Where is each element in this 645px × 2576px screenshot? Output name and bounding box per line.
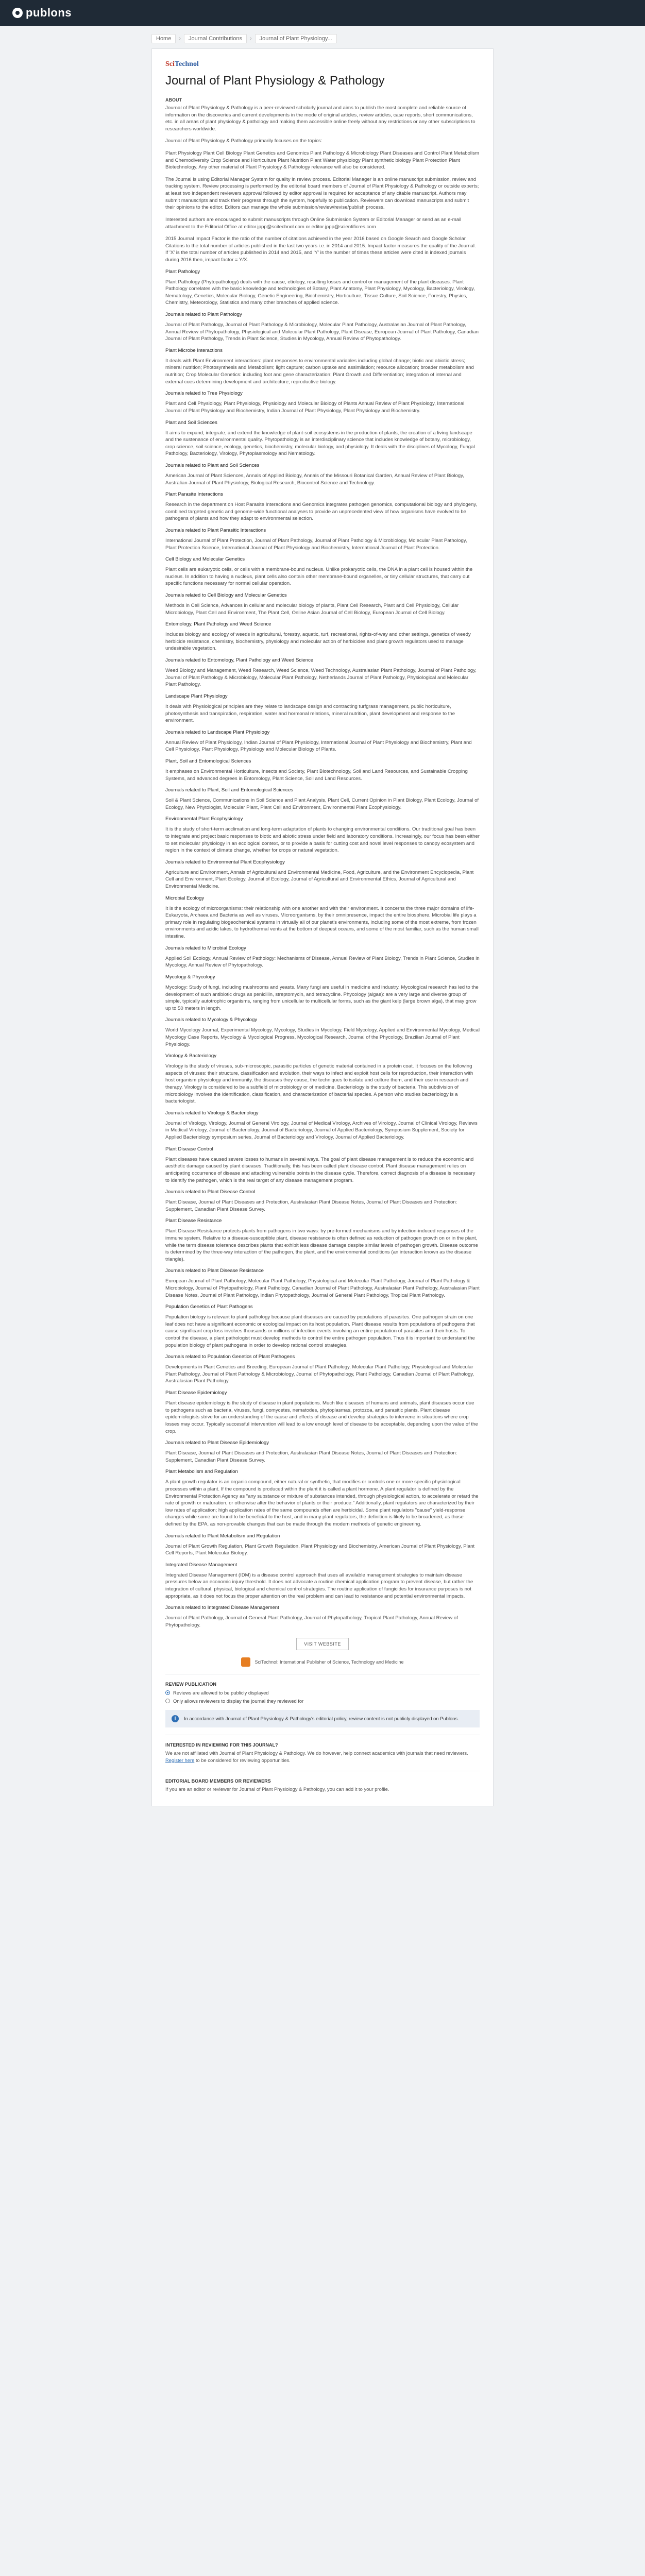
breadcrumb-separator: › bbox=[249, 36, 252, 42]
breadcrumb-separator: › bbox=[179, 36, 181, 42]
topics-list bbox=[165, 269, 480, 1629]
related-journals-heading: Journals related to Tree Physiology bbox=[165, 391, 243, 397]
related-journals-heading: Journals related to Plant Disease Resistance bbox=[165, 1268, 264, 1274]
journal-card bbox=[151, 48, 494, 1806]
topic-title: Population Genetics of Plant Pathogens bbox=[165, 1304, 253, 1310]
breadcrumb-home[interactable]: Home bbox=[151, 34, 176, 43]
topic-description: It is the study of short-term acclimation and long-term adaptation of plants to changing environmental conditions. Our traditional goal has been to integrate and project basic responses to biotic and abiotic stress under field and laboratory conditions. Increasingly, our focus has been either to set molecular physiology in an ecological context, or to provide a basis for cutting cost and novel level responses to canopy ecosystem and region in the context of climate change, whether for crops or natural vegetation. bbox=[165, 826, 480, 854]
related-journals-list: Methods in Cell Science, Advances in cellular and molecular biology of plants, Plant Cell Research, Plant and Cell Physiology, Cellular Microbiology, Plant Cell and Environment, The Plant Cell, Online Asian Journal of Cell Biology, European Journal of Cell Biology. bbox=[165, 603, 459, 616]
review-option-journal-only bbox=[165, 1698, 480, 1704]
about-paragraph: The Journal is using Editorial Manager System for quality in review process. Editorial Manager is an online manuscript submission, review and tracking system. Review processing is performed by the editorial board members of Journal of Plant Physiology & Pathology or outside experts; at least two independent reviewers approval followed by editor approval is required for acceptance of any citable manuscript. Authors may submit manuscripts and track their progress through the system, hopefully to publication. Reviewers can download manuscripts and submit their opinions to the editor. Editors can manage the whole submission/review/revise/publish process. bbox=[165, 176, 479, 211]
reviewing-text-end: to be considered for reviewing opportunities. bbox=[194, 1757, 291, 1763]
related-journals-list: Plant Disease, Journal of Plant Diseases and Protection, Australasian Plant Disease Notes, Journal of Plant Diseases and Protection: Supplement, Canadian Plant Disease Survey. bbox=[165, 1450, 457, 1463]
topic-description: It aims to expand, integrate, and extend the knowledge of plant-soil ecosystems in the production of plants, the creation of a living landscape and the sustenance of environmental quality. Phytopathology is an interdisciplinary science that includes knowledge of botany, microbiology, crop science, soil science, ecology, genetics, biochemistry, molecular biology, and physiology. It deals with the disciplines of Mycology, Fungal Pathology, Bacteriology, Virology, Phytoplasmology and Nematology. bbox=[165, 430, 475, 457]
topic-title: Landscape Plant Physiology bbox=[165, 693, 228, 699]
topic-title: Microbial Ecology bbox=[165, 895, 205, 901]
publisher-name[interactable]: SciTechnol: International Publisher of Science, Technology and Medicine bbox=[254, 1659, 404, 1665]
reviewing-interest-text bbox=[165, 1750, 480, 1763]
related-journals-list: Journal of Plant Growth Regulation, Plant Growth Regulation, Plant Physiology and Biochemistry, American Journal of Plant Physiology, Plant Cell Reports, Plant Molecular Biology. bbox=[165, 1543, 475, 1556]
topic-description: Integrated Disease Management (IDM) is a disease control approach that uses all available management strategies to maintain disease pressures below an economic injury threshold. It does not advocate a routine chemical application program to prevent disease, but rather the integration of cultural, physical, biological and chemical control strategies. The routine application of fungicides for insurance purposes is not appropriate, as it does not focus the proper attention on the real problem and can lead to resistance and potential environmental impacts. bbox=[165, 1572, 473, 1599]
radio-unselected-icon bbox=[165, 1699, 170, 1703]
topic-description: Plant Disease Resistance protects plants from pathogens in two ways: by pre-formed mechanisms and by infection-induced responses of the immune system. Relative to a disease-susceptible plant, disease resistance is often defined as reduction of pathogen growth on or in the plant, while the term disease tolerance describes plants that exhibit less disease damage despite similar levels of pathogen growth. Disease outcome is determined by the three-way interaction of the pathogen, the plant, and the environmental conditions (an interaction known as the disease triangle). bbox=[165, 1228, 478, 1262]
editorial-board-text: If you are an editor or reviewer for Journal of Plant Physiology & Pathology, you can add it to your profile. bbox=[165, 1786, 389, 1792]
breadcrumb-current-journal: Journal of Plant Physiology... bbox=[255, 34, 337, 43]
related-journals-heading: Journals related to Plant Pathology bbox=[165, 312, 242, 318]
reviewing-interest-heading: INTERESTED IN REVIEWING FOR THIS JOURNAL? bbox=[165, 1742, 278, 1748]
related-journals-list: Applied Soil Ecology, Annual Review of Pathology: Mechanisms of Disease, Annual Review of Plant Biology, Trends in Plant Science, Studies in Mycology, Annual Review of Phytopathology. bbox=[165, 955, 480, 969]
topic-description: Research in the department on Host Parasite Interactions and Genomics integrates pathogen genomics, computational biology and phylogeny, combined targeted genetic and genome-wide functional analyses to provide an unprecedented view of how organisms have evolved to be pathogens of plants and how they adapt to environmental selection. bbox=[165, 502, 478, 522]
related-journals-list: Agriculture and Environment, Annals of Agricultural and Environmental Medicine, Food, Agriculture, and the Environment Encyclopedia, Plant Cell and Environment, Plant Ecology, Journal of Ecology, Journal of Agricultural and Environmental Ethics, Journal of Agricultural and Environmental Medicine. bbox=[165, 869, 474, 890]
editorial-board-section bbox=[165, 1778, 480, 1792]
topic-title: Plant Disease Control bbox=[165, 1146, 213, 1152]
related-journals-list: World Mycology Journal, Experimental Mycology, Mycology, Studies in Mycology, Field Mycology, Applied and Environmental Mycology, Medical Mycology Case Reports, Mycology & Mycological Progress, Mycological Research, Journal of the Phycology, Brazilian Journal of Plant Physiology. bbox=[165, 1027, 480, 1047]
topic-title: Plant and Soil Sciences bbox=[165, 419, 217, 426]
related-journals-list: Soil & Plant Science, Communications in Soil Science and Plant Analysis, Plant Cell, Current Opinion in Plant Biology, Plant Ecology, Journal of Ecology, New Phytologist, Molecular Plant, Plant Cell and Environment, Environmental Plant Ecophysiology. bbox=[165, 798, 479, 810]
editorial-board-heading: EDITORIAL BOARD MEMBERS OR REVIEWERS bbox=[165, 1778, 271, 1784]
visit-website-button[interactable]: VISIT WEBSITE bbox=[296, 1638, 349, 1650]
related-journals-list: International Journal of Plant Protection, Journal of Plant Pathology, Journal of Plant Pathology & Microbiology, Molecular Plant Pathology, Plant Protection Science, International Journal of Plant Physiology and Biochemistry, International Journal of Plant Protection. bbox=[165, 537, 467, 551]
topic-title: Virology & Bacteriology bbox=[165, 1053, 217, 1059]
related-journals-heading: Journals related to Landscape Plant Physiology bbox=[165, 729, 270, 735]
publisher-info bbox=[165, 1657, 480, 1667]
related-journals-heading: Journals related to Entomology, Plant Pathology and Weed Science bbox=[165, 657, 314, 664]
related-journals-list: Plant Disease, Journal of Plant Diseases and Protection, Australasian Plant Disease Notes, Journal of Plant Diseases and Protection: Supplement, Canadian Plant Disease Survey. bbox=[165, 1199, 457, 1212]
topic-description: Population biology is relevant to plant pathology because plant diseases are caused by populations of parasites. One pathogen strain on one leaf does not have a significant economic or ecological impact on its host population. Plant disease results from populations of pathogens that cause significant crop loss involves thousands or millions of infection events involving an entire population of parasites and their hosts. To control the disease, a plant pathologist must develop methods to control the entire pathogen population. Thus it is important to understand the population biology of plant pathogens in order to develop rational control strategies. bbox=[165, 1314, 475, 1348]
related-journals-heading: Journals related to Virology & Bacteriology bbox=[165, 1110, 259, 1116]
topic-description: Mycology: Study of fungi, including mushrooms and yeasts. Many fungi are useful in medicine and industry. Mycological research has led to the development of such antibiotic drugs as penicillin, streptomycin, and tetracycline. Phycology (algae): are a very large and diverse group of simple, typically autotrophic organisms, ranging from unicellular to multicellular forms, such as the giant kelp (large brown alga), that may grow up to 50 meters in length. bbox=[165, 984, 479, 1011]
topic-description: It deals with Plant Environment interactions: plant responses to environmental variables including global change; biotic and abiotic stress; mineral nutrition; Photosynthesis and Metabolism; light capture; carbon uptake and assimilation; resource allocation; broader metabolism and nutrition; Crop Molecular Genetics: including foot and gene characterization; Plant Growth and Differentiation; integration of internal and external cues determining development and architecture; reproductive biology. bbox=[165, 358, 474, 385]
topic-description: It is the ecology of microorganisms: their relationship with one another and with their environment. It concerns the three major domains of life-Eukaryota, Archaea and Bacteria as well as viruses. Microorganisms, by their omnipresence, impact the entire biosphere. Microbial life plays a primary role in regulating biogeochemical systems in virtually all of our planet's environments, including some of the most extreme, from frozen environments and acidic lakes, to hydrothermal vents at the bottom of deepest oceans, and some of the most familiar, such as the human small intestine. bbox=[165, 905, 479, 940]
topic-description: It emphases on Environmental Horticulture, Insects and Society, Plant Biotechnology, Soil and Land Resources, and Sustainable Cropping Systems, and advanced degrees in Entomology, Plant Science, Soil and Land Resources. bbox=[165, 768, 468, 782]
info-icon: i bbox=[172, 1715, 179, 1722]
review-option-public bbox=[165, 1690, 480, 1696]
related-journals-heading: Journals related to Plant, Soil and Entomological Sciences bbox=[165, 787, 293, 793]
about-paragraph: Interested authors are encouraged to submit manuscripts through Online Submission System or Editorial Manager or send as an e-mail attachment to the Editorial Office at editor.jppp@scitechnol.com or editor.jppp@scientificres.com bbox=[165, 216, 462, 230]
related-journals-list: American Journal of Plant Sciences, Annals of Applied Biology, Annals of the Missouri Botanical Garden, Annual Review of Plant Biology, Australian Journal of Plant Physiology, Biological Research, Biocontrol Science and Technology. bbox=[165, 472, 464, 486]
related-journals-heading: Journals related to Plant Parasitic Interactions bbox=[165, 527, 266, 533]
topic-title: Entomology, Plant Pathology and Weed Science bbox=[165, 621, 271, 628]
related-journals-list: Annual Review of Plant Physiology, Indian Journal of Plant Physiology, International Journal of Plant Physiology and Biochemistry, Plant and Cell Physiology, Plant Physiology, Physiology and Molecular Biology of Plants. bbox=[165, 739, 472, 753]
radio-selected-icon bbox=[165, 1690, 170, 1695]
topic-title: Cell Biology and Molecular Genetics bbox=[165, 556, 245, 563]
reviewing-interest-section bbox=[165, 1742, 480, 1763]
topic-description: A plant growth regulator is an organic compound, either natural or synthetic, that modifies or controls one or more specific physiological processes within a plant. If the compound is produced within the plant it is called a plant hormone. A plant regulator is defined by the Environmental Protection Agency as "any substance or mixture of substances intended, through physiological action, to accelerate or retard the rate of growth or maturation, or otherwise alter the behavior of plants or their produce." Additionally, plant regulators are characterized by their low rates of application; high application rates of the same compounds often are herbicidal. Some plant regulators "cause" yield-response changes while some are found to be beneficial to the host, and in many plant regulators, the definition is likely to be broadened, as those defined by the EPA, as non-provable changes that can be made through the modern methods of genetic engineering. bbox=[165, 1479, 479, 1527]
about-paragraph: Journal of Plant Physiology & Pathology primarily focuses on the topics: bbox=[165, 138, 322, 144]
related-journals-heading: Journals related to Microbial Ecology bbox=[165, 945, 246, 951]
journal-logo-suffix: Technol bbox=[174, 60, 199, 68]
topic-description: Plant Pathology (Phytopathology) deals with the cause, etiology, resulting losses and control or management of the plant diseases. Plant Pathology correlates with the basic knowledge and technologies of Botany, Plant Anatomy, Plant Physiology, Mycology, Bacteriology, Virology, Nematology, Genetics, Molecular Biology, Genetic Engineering, Biochemistry, Horticulture, Tissue Culture, Soil Science, Forestry, Physics, Chemistry, Meteorology, Statistics and many other branches of applied science. bbox=[165, 279, 475, 306]
about-paragraph: Plant Physiology Plant Cell Biology Plant Genetics and Genomics Plant Pathology & Microbiology Plant Diseases and Control Plant Metabolism and Chemodiversity Crop Science and Horticulture Plant Nutrition Plant Water physiology Plant synthetic biology Plant Protection Plant Biotechnology. Any other material of Plant Physiology & Pathology relevance will also be considered. bbox=[165, 150, 479, 171]
topic-title: Plant Disease Resistance bbox=[165, 1218, 222, 1224]
related-journals-list: Developments in Plant Genetics and Breeding, European Journal of Plant Pathology, Molecular Plant Pathology, Physiological and Molecular Plant Pathology, Journal of Plant Pathology & Microbiology, Journal of Phytopathology, Plant Pathology, Canadian Journal of Plant Pathology, Australasian Plant Pathology. bbox=[165, 1364, 474, 1384]
journal-logo-prefix: Sci bbox=[165, 60, 175, 68]
related-journals-heading: Journals related to Plant Metabolism and Regulation bbox=[165, 1533, 280, 1539]
related-journals-list: Plant and Cell Physiology, Plant Physiology, Physiology and Molecular Biology of Plants Annual Review of Plant Physiology, International Journal of Plant Physiology and Biochemistry, Indian Journal of Plant Physiology, Plant Physiology and Biochemistry. bbox=[165, 401, 465, 414]
top-navigation-bar bbox=[0, 0, 645, 26]
related-journals-heading: Journals related to Plant Disease Control bbox=[165, 1189, 256, 1195]
page-title: Journal of Plant Physiology & Pathology bbox=[165, 74, 385, 88]
publons-logo[interactable] bbox=[12, 6, 72, 20]
breadcrumb bbox=[151, 34, 494, 43]
page-bottom-space bbox=[0, 1806, 645, 1889]
about-section bbox=[165, 105, 480, 1629]
review-option-label: Reviews are allowed to be publicly displayed bbox=[173, 1690, 269, 1696]
topic-title: Plant Pathology bbox=[165, 268, 200, 275]
related-journals-heading: Journals related to Cell Biology and Molecular Genetics bbox=[165, 592, 287, 599]
topic-title: Mycology & Phycology bbox=[165, 974, 215, 980]
topic-description: Plant cells are eukaryotic cells, or cells with a membrane-bound nucleus. Unlike prokaryotic cells, the DNA in a plant cell is housed within the nucleus. In addition to having a nucleus, plant cells also contain other membrane-bound organelles, or tiny cellular structures, that carry out specific functions necessary for normal cellular operation. bbox=[165, 567, 473, 587]
related-journals-heading: Journals related to Plant Disease Epidemiology bbox=[165, 1440, 269, 1446]
related-journals-list: Journal of Plant Pathology, Journal of Plant Pathology & Microbiology, Molecular Plant Pathology, Australasian Journal of Plant Pathology, Annual Review of Phytopathology, Physiological and Molecular Plant Pathology, Plant Disease, European Journal of Plant Pathology, Canadian Journal of Plant Pathology, Trends in Plant Science, Studies in Mycology, Annual Review of Phytopathology. bbox=[165, 322, 479, 342]
brand-name: publons bbox=[26, 6, 72, 19]
related-journals-list: European Journal of Plant Pathology, Molecular Plant Pathology, Physiological and Molecular Plant Pathology, Journal of Plant Pathology & Microbiology, Journal of Phytopathology, Plant Pathology, Canadian Journal of Plant Pathology, Australasian Plant Pathology, Australasian Plant Disease Notes, Journal of Plant Pathology, Indian Phytopathology, Journal of General Plant Pathology, Tropical Plant Pathology. bbox=[165, 1278, 480, 1298]
related-journals-heading: Journals related to Integrated Disease Management bbox=[165, 1605, 279, 1611]
related-journals-heading: Journals related to Plant and Soil Sciences bbox=[165, 462, 260, 468]
related-journals-heading: Journals related to Population Genetics of Plant Pathogens bbox=[165, 1354, 295, 1360]
about-paragraph: 2015 Journal Impact Factor is the ratio of the number of citations achieved in the year 2016 based on Google Search and Google Scholar Citations to the total number of articles published in the last two years i.e. in 2014 and 2015. Impact factor measures the quality of the Journal. If 'X' is the total number of articles published in 2014 and 2015, and 'Y' is the number of times these articles were cited in indexed journals during 2016 then, impact factor = Y/X. bbox=[165, 236, 476, 263]
reviewing-text-start: We are not affiliated with Journal of Plant Physiology & Pathology. We do however, help connect academics with journals that need reviewers. bbox=[165, 1750, 468, 1756]
publons-logo-icon bbox=[12, 8, 23, 18]
topic-description: Virology is the study of viruses, sub-microscopic, parasitic particles of genetic material contained in a protein coat. It focuses on the following aspects of viruses: their structure, classification and evolution, their ways to infect and exploit host cells for reproduction, their interaction with host organism physiology and immunity, the diseases they cause, the techniques to isolate and culture them, and their use in research and therapy. Virology is considered to be a subfield of microbiology or of medicine. Bacteriology is the study of bacteria. This subdivision of microbiology involves the identification, classification, and characterization of bacterial species. A person who studies bacteriology is a bacteriologist. bbox=[165, 1063, 473, 1105]
about-heading: ABOUT bbox=[165, 97, 182, 103]
visit-website-wrap bbox=[165, 1638, 480, 1650]
related-journals-list: Weed Biology and Management, Weed Research, Weed Science, Weed Technology, Australasian Plant Pathology, Journal of Plant Pathology, Journal of Plant Pathology & Microbiology, Molecular Plant Pathology, Netherlands Journal of Plant Pathology, Physiological and Molecular Plant Pathology. bbox=[165, 668, 477, 688]
topic-description: Plant disease epidemiology is the study of disease in plant populations. Much like diseases of humans and animals, plant diseases occur due to pathogens such as bacteria, viruses, fungi, oomycetes, nematodes, phytoplasmas, protozoa, and parasitic plants. Plant disease epidemiologists strive for an understanding of the cause and effects of disease and develop strategies to intervene in situations where crop losses may occur. Typically successful intervention will lead to a low enough level of disease to be acceptable, depending upon the value of the crop. bbox=[165, 1400, 478, 1434]
register-link[interactable]: Register here bbox=[165, 1757, 195, 1763]
topic-title: Plant Disease Epidemiology bbox=[165, 1390, 227, 1396]
policy-notice-text: In accordance with Journal of Plant Physiology & Pathology's editorial policy, review content is not publicly displayed on Publons. bbox=[184, 1716, 459, 1722]
topic-title: Plant, Soil and Entomological Sciences bbox=[165, 758, 251, 764]
topic-title: Plant Parasite Interactions bbox=[165, 492, 223, 498]
policy-notice bbox=[165, 1710, 480, 1727]
topic-description: Includes biology and ecology of weeds in agricultural, forestry, aquatic, turf, recreational, rights-of-way and other settings, genetics of weedy herbicide resistance, chemistry, biochemistry, physiology and molecular action of herbicides and plant growth regulators used to manage undesirable vegetation. bbox=[165, 632, 471, 652]
related-journals-list: Journal of Virology, Virology, Journal of General Virology, Journal of Medical Virology, Archives of Virology, Journal of Clinical Virology, Reviews in Medical Virology, Journal of Bacteriology, Journal of Bacteriology, Journal of Applied Bacteriology, Symposium Supplement, Society for Applied Bacteriology symposium series, Journal of Bacteriology and Virology, Journal of Applied Bacteriology. bbox=[165, 1120, 478, 1141]
review-publication-section bbox=[165, 1682, 480, 1704]
topic-title: Environmental Plant Ecophysiology bbox=[165, 816, 243, 822]
publisher-logo-icon bbox=[241, 1657, 250, 1667]
about-paragraph: Journal of Plant Physiology & Pathology is a peer-reviewed scholarly journal and aims to publish the most complete and reliable source of information on the discoveries and current developments in the mode of original articles, review articles, case reports, short communications, etc. in all areas of plant physiology & pathology and making them accessible online freely without any restrictions or any other subscriptions to researchers worldwide. bbox=[165, 105, 476, 132]
topic-title: Plant Metabolism and Regulation bbox=[165, 1469, 238, 1475]
related-journals-list: Journal of Plant Pathology, Journal of General Plant Pathology, Journal of Phytopathology, Tropical Plant Pathology, Annual Review of Phytopathology. bbox=[165, 1615, 458, 1628]
topic-description: Plant diseases have caused severe losses to humans in several ways. The goal of plant disease management is to reduce the economic and aesthetic damage caused by plant diseases. Traditionally, this has been called plant disease control. Plant disease management relies on anticipating occurrence of disease and attacking vulnerable points in the disease cycle. Therefore, correct diagnosis of a disease is necessary to identify the pathogen, which is the real target of any disease management program. bbox=[165, 1156, 476, 1183]
breadcrumb-journal-contributions[interactable]: Journal Contributions bbox=[184, 34, 247, 43]
related-journals-heading: Journals related to Environmental Plant Ecophysiology bbox=[165, 859, 285, 865]
related-journals-heading: Journals related to Mycology & Phycology bbox=[165, 1017, 258, 1023]
review-option-label: Only allows reviewers to display the journal they reviewed for bbox=[173, 1698, 304, 1704]
journal-logo bbox=[165, 60, 480, 69]
review-publication-heading: REVIEW PUBLICATION bbox=[165, 1682, 216, 1687]
topic-title: Plant Microbe Interactions bbox=[165, 347, 223, 353]
topic-description: It deals with Physiological principles are they relate to landscape design and contracting turfgrass management, public horticulture, photosynthesis and transpiration, respiration, water and hormonal relations, mineral nutrition, plant development and response to the environment. bbox=[165, 703, 455, 724]
topic-title: Integrated Disease Management bbox=[165, 1562, 237, 1568]
